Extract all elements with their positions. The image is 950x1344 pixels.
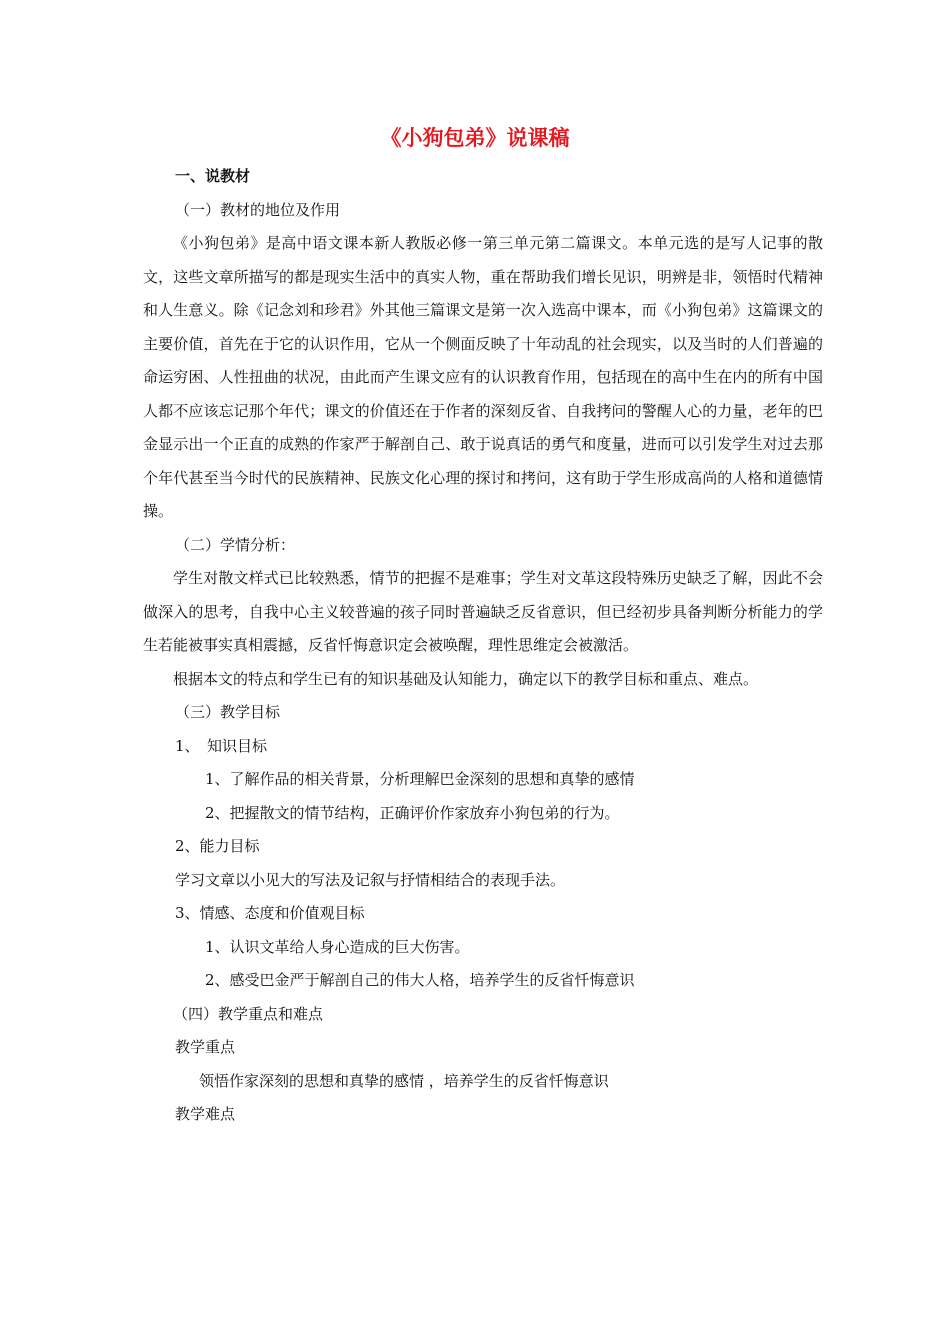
goal-emotion-item-2: 2、感受巴金严于解剖自己的伟大人格，培养学生的反省忏悔意识 — [205, 971, 635, 989]
goal-emotion-heading: 3、情感、态度和价值观目标 — [175, 904, 365, 922]
goal-ability-text: 学习文章以小见大的写法及记叙与抒情相结合的表现手法。 — [175, 870, 566, 889]
focus-text: 领悟作家深刻的思想和真挚的感情 ，培养学生的反省忏悔意识 — [199, 1071, 609, 1090]
goal-ability-heading: 2、能力目标 — [175, 837, 260, 855]
document-body — [143, 160, 823, 1132]
goal-knowledge-item-2: 2、把握散文的情节结构，正确评价作家放弃小狗包弟的行为。 — [205, 803, 620, 822]
paragraph-student-analysis: 学生对散文样式已比较熟悉，情节的把握不是难事；学生对文革这段特殊历史缺乏了解，因此不会做深入的思考，自我中心主义较普遍的孩子同时普遍缺乏反省意识，但已经初步具备判断分析能力的学生若能被事实真相震撼，反省忏悔意识定会被唤醒，理性思维定会被激活。 — [143, 569, 823, 654]
focus-heading: 教学重点 — [175, 1038, 236, 1056]
subheading-focus-difficulty: （四）教学重点和难点 — [173, 1004, 324, 1023]
difficulty-heading: 教学难点 — [175, 1105, 236, 1123]
goal-knowledge-heading: 1、 知识目标 — [175, 736, 268, 755]
goal-knowledge-item-1: 1、了解作品的相关背景，分析理解巴金深刻的思想和真挚的感情 — [205, 770, 635, 788]
subheading-student-analysis: （二）学情分析： — [175, 535, 296, 554]
document-title: 《小狗包弟》说课稿 — [380, 125, 570, 150]
subheading-teaching-goals: （三）教学目标 — [175, 703, 281, 721]
paragraph-goal-intro: 根据本文的特点和学生已有的知识基础及认知能力，确定以下的教学目标和重点、难点。 — [173, 669, 759, 688]
goal-emotion-item-1: 1、认识文革给人身心造成的巨大伤害。 — [205, 937, 470, 956]
section-heading-teaching-material: 一、说教材 — [175, 167, 251, 185]
subheading-material-role: （一）教材的地位及作用 — [175, 200, 341, 219]
paragraph-material-role: 《小狗包弟》是高中语文课本新人教版必修一第三单元第二篇课文。本单元选的是写人记事的散文，这些文章所描写的都是现实生活中的真实人物，重在帮助我们增长见识，明辨是非，领悟时代精神和人生意义。除《记念刘和珍君》外其他三篇课文是第一次入选高中课本，而《小狗包弟》这篇课文的主要价值，首先在于它的认识作用，它从一个侧面反映了十年动乱的社会现实，以及当时的人们普遍的命运穷困、人性扭曲的状况，由此而产生课文应有的认识教育作用，包括现在的高中生在内的所有中国人都不应该忘记那个年代；课文的价值还在于作者的深刻反省、自我拷问的警醒人心的力量，老年的巴金显示出一个正直的成熟的作家严于解剖自己、敢于说真话的勇气和度量，进而可以引发学生对过去那个年代甚至当今时代的民族精神、民族文化心理的探讨和拷问，这有助于学生形成高尚的人格和道德情操。 — [143, 234, 823, 520]
